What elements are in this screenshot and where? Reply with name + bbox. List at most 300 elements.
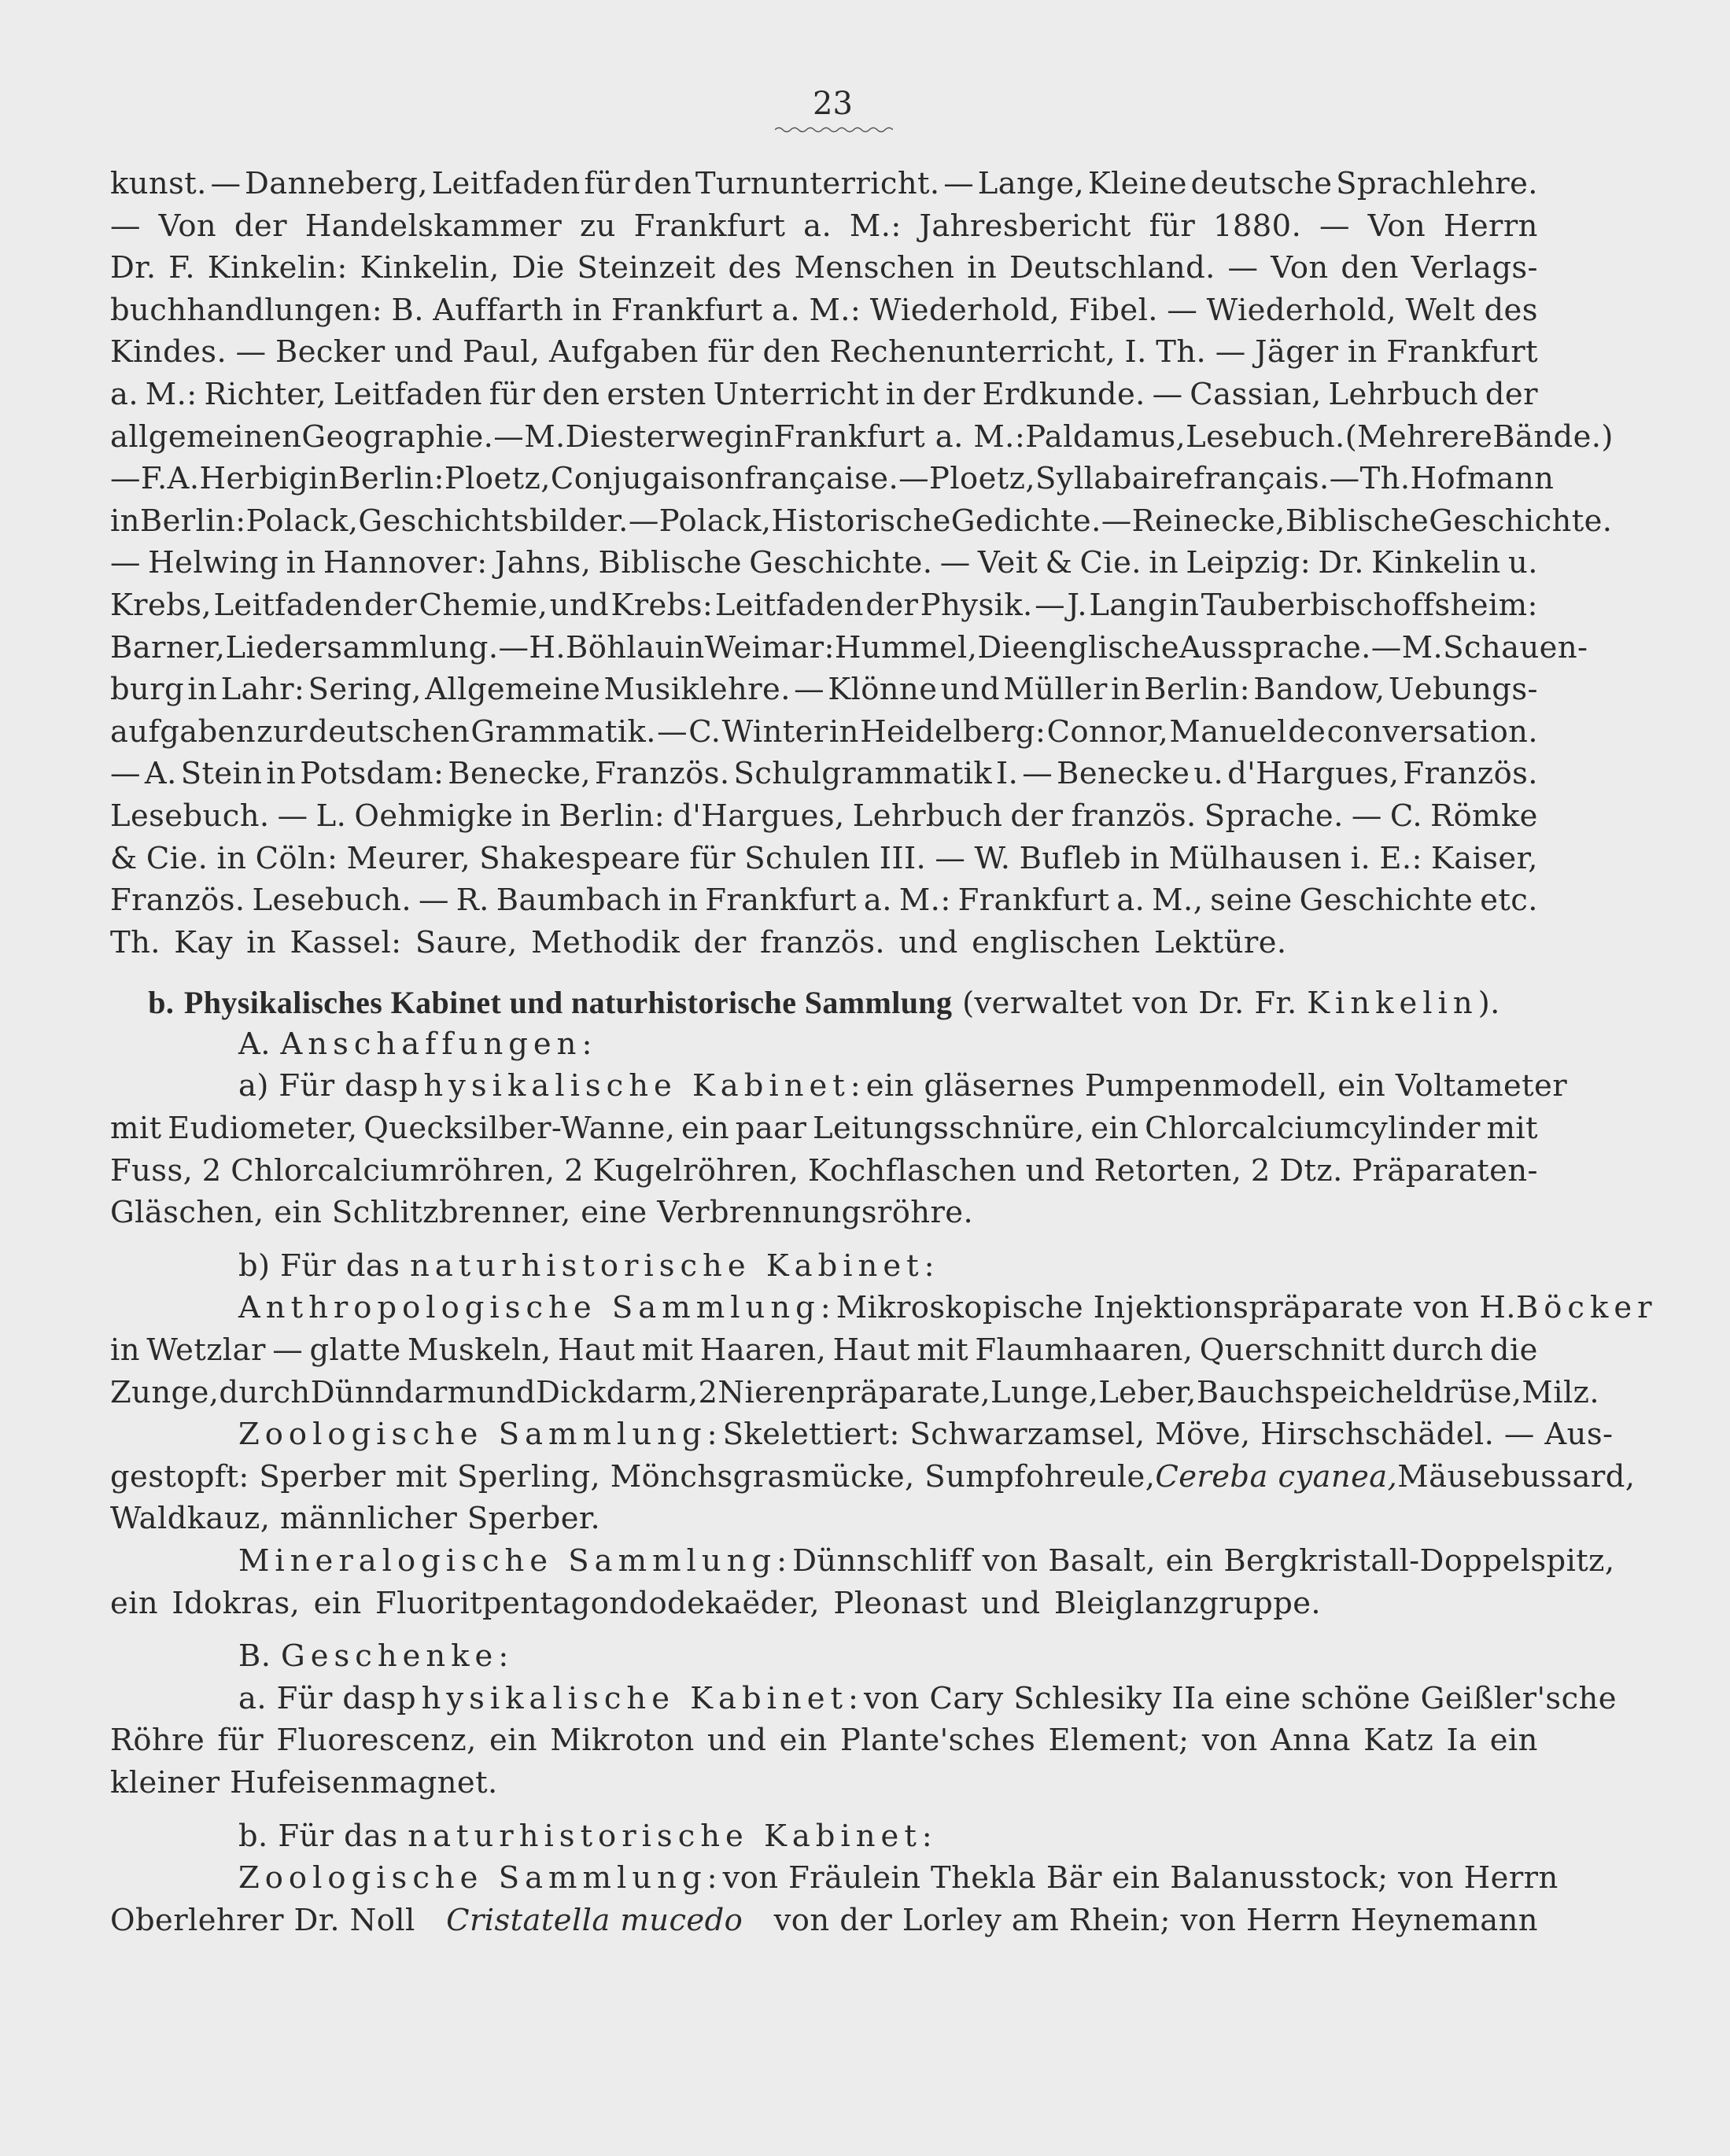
word: für — [689, 840, 736, 876]
word: Fluorescenz, — [276, 1723, 477, 1759]
word: Manuel — [1169, 713, 1287, 750]
word: des — [1484, 292, 1538, 328]
word: u. — [1508, 545, 1538, 581]
word: allgemeinen — [110, 418, 302, 455]
word: Fuss, — [110, 1152, 194, 1189]
item-spaced-title: naturhistorische Kabinet: — [410, 1248, 940, 1284]
word: den — [1341, 250, 1399, 286]
word: I. — [996, 756, 1019, 792]
word: Helwing — [148, 545, 279, 581]
item-spaced-title: physikalische Kabinet: — [398, 1068, 866, 1104]
word: Ia — [1446, 1723, 1477, 1759]
word: — — [943, 166, 975, 201]
word: für — [489, 376, 536, 412]
word: und — [981, 1585, 1041, 1621]
word: — — [277, 798, 308, 834]
word: Französ. — [1403, 756, 1538, 792]
word: F. — [140, 461, 168, 497]
word: Flaumhaaren, — [975, 1332, 1193, 1369]
word: conversation. — [1326, 713, 1538, 750]
word: & — [1045, 545, 1073, 581]
word: kunst. — [110, 166, 207, 201]
word: Rechenunterricht, — [829, 334, 1116, 370]
word: — — [493, 418, 525, 455]
word: in — [246, 924, 277, 960]
word: Dünndarm — [310, 1374, 477, 1410]
section-b-heading — [110, 984, 1538, 1026]
word: der — [693, 924, 747, 960]
zoo-text: Skelettiert: Schwarzamsel, Möve, Hirschschädel. — Aus- — [722, 1417, 1614, 1453]
word: Kay — [174, 924, 233, 960]
word: L. — [315, 798, 347, 834]
word: Polack, — [245, 503, 359, 539]
word: Mülhausen — [1168, 840, 1342, 876]
word: Kindes. — [110, 334, 227, 370]
word: Conjugaison — [550, 461, 745, 497]
item-label: a. Für das — [238, 1680, 397, 1716]
word: — — [1152, 376, 1183, 412]
zoo-a-line3 — [110, 1501, 1538, 1543]
word: Bufleb — [1019, 840, 1122, 876]
species-name: Cereba cyanea, — [1155, 1458, 1398, 1494]
anthro-line1 — [110, 1290, 1658, 1332]
word: — — [235, 334, 267, 370]
word: — — [1351, 798, 1382, 834]
word: deutsche — [1190, 166, 1333, 201]
word: Haut — [832, 1332, 911, 1369]
part-a-item-a-line3 — [110, 1153, 1538, 1196]
word: Berlin: — [338, 461, 444, 497]
word: Mikroton — [550, 1723, 695, 1759]
part-a-heading — [110, 1026, 1538, 1069]
word: in — [668, 883, 699, 919]
word: M., — [1152, 883, 1204, 919]
part-b-prefix: B. — [238, 1638, 271, 1675]
word: Kinkelin — [1371, 545, 1501, 581]
word: Polack, — [658, 503, 772, 539]
item-text: von Cary Schlesiky IIa eine schöne Geißler'sche — [863, 1680, 1617, 1716]
word: Uebungs- — [1388, 672, 1538, 708]
word: Berlin: — [559, 798, 666, 834]
word: Potsdam: — [300, 756, 444, 792]
word: Handelskammer — [304, 208, 563, 244]
word: Leipzig: — [1186, 545, 1311, 581]
word: Lesebuch. — [252, 883, 411, 919]
item-spaced-title: physikalische Kabinet: — [396, 1680, 864, 1716]
item-text: kleiner Hufeisenmagnet. — [110, 1764, 498, 1800]
item-spaced-title: naturhistorische Kabinet: — [408, 1818, 938, 1854]
word: E.: — [1379, 840, 1422, 876]
word: A. — [167, 461, 200, 497]
word: 2 — [564, 1152, 584, 1189]
word: Heidelberg: — [860, 713, 1046, 750]
zoo-title: Zoologische Sammlung: — [238, 1417, 723, 1453]
anthro-title: Anthropologische Sammlung: — [238, 1290, 836, 1326]
intro-line — [110, 925, 1538, 967]
intro-line — [110, 629, 1588, 673]
word: Die — [977, 629, 1031, 665]
word: Musiklehre. — [603, 672, 791, 708]
part-a-item-a-line1 — [110, 1068, 1568, 1111]
word: den — [633, 166, 692, 201]
word: Kochflaschen — [807, 1152, 1017, 1189]
word: Syllabaire — [1035, 461, 1193, 497]
word: Auffarth — [433, 292, 564, 328]
word: Von — [158, 208, 217, 244]
anthro-text: Mikroskopische Injektionspräparate von H. — [835, 1290, 1516, 1326]
word: und — [898, 924, 958, 960]
word: Wiederhold, — [869, 292, 1061, 328]
word: a. — [772, 292, 801, 328]
word: Lesebuch. — [110, 798, 270, 834]
word: Leitfaden — [213, 587, 363, 623]
word: in — [743, 418, 774, 455]
zoo-text: von Fräulein Thekla Bär ein Balanusstock; von Herrn — [722, 1860, 1558, 1896]
word: Methodik — [531, 924, 681, 960]
word: Katz — [1363, 1723, 1434, 1759]
word: Liedersammlung. — [225, 629, 499, 665]
section-note-close: ). — [1477, 986, 1500, 1022]
word: Becker — [275, 334, 385, 370]
word: Krebs, — [110, 587, 212, 623]
word: & — [110, 840, 138, 876]
word: in — [216, 840, 247, 876]
word: und — [394, 334, 454, 370]
word: Kinkelin: — [207, 250, 348, 286]
word: B. — [391, 292, 424, 328]
word: — — [794, 672, 825, 708]
word: Zunge, — [110, 1374, 219, 1410]
zoo-text: von der Lorley am Rhein; von Herrn Heynemann — [773, 1902, 1538, 1938]
word: — — [110, 461, 141, 497]
word: Jäger — [1255, 334, 1339, 370]
word: Berlin: — [139, 503, 246, 539]
intro-line — [110, 377, 1538, 419]
section-note: (verwaltet von Dr. Fr. — [962, 986, 1297, 1022]
word: Bauchspeicheldrüse, — [1196, 1374, 1522, 1410]
word: Sprachlehre. — [1336, 166, 1538, 201]
word: für — [217, 1723, 264, 1759]
item-label: a) Für das — [238, 1068, 399, 1104]
intro-line — [110, 588, 1538, 630]
word: — — [1167, 292, 1198, 328]
word: 2 — [1250, 1152, 1271, 1189]
item-label: b) Für das — [238, 1248, 400, 1284]
word: in — [1149, 545, 1179, 581]
word: Baumbach — [496, 883, 662, 919]
word: — — [1035, 587, 1066, 623]
word: und — [549, 587, 610, 623]
word: Geographie. — [301, 418, 494, 455]
part-b-item-a-line2 — [110, 1723, 1538, 1765]
word: Geschichte — [1299, 883, 1474, 919]
word: der — [234, 208, 287, 244]
part-b-title: Geschenke: — [280, 1638, 515, 1675]
word: Quecksilber-Wanne, — [363, 1111, 676, 1147]
word: Römke — [1430, 798, 1538, 834]
word: Lehrbuch — [852, 798, 1003, 834]
anthro-line3 — [110, 1374, 1599, 1417]
word: Aufgaben — [549, 334, 699, 370]
word: Französ. — [595, 756, 730, 792]
word: Wiederhold, — [1206, 292, 1397, 328]
word: ein — [313, 1585, 362, 1621]
word: Paldamus, — [1025, 418, 1186, 455]
word: Weimar: — [704, 629, 835, 665]
word: für — [584, 166, 631, 201]
intro-line — [110, 461, 1555, 503]
intro-line — [110, 334, 1538, 377]
word: Jahns, — [494, 545, 592, 581]
word: für — [1149, 208, 1196, 244]
word: Leber, — [1098, 1374, 1197, 1410]
word: Schulen — [744, 840, 871, 876]
word: in — [521, 798, 551, 834]
intro-line — [110, 714, 1538, 757]
intro-paragraph — [110, 166, 1614, 967]
word: ein — [1489, 1723, 1538, 1759]
word: Haut — [558, 1332, 636, 1369]
word: Cie. — [146, 840, 208, 876]
word: — — [628, 503, 659, 539]
word: Geschichte. — [749, 545, 933, 581]
word: Ploetz, — [444, 461, 551, 497]
word: Veit — [977, 545, 1038, 581]
word: der — [1485, 376, 1538, 412]
word: die — [1489, 1332, 1538, 1369]
intro-line — [110, 798, 1538, 841]
word: III. — [879, 840, 927, 876]
mineral-line2 — [110, 1586, 1538, 1628]
intro-line — [110, 503, 1613, 546]
part-a-item-a-line2 — [110, 1111, 1538, 1153]
spacer — [110, 1237, 1538, 1248]
intro-line — [110, 545, 1538, 588]
word: Haaren, — [699, 1332, 827, 1369]
word: Leitfaden — [431, 166, 581, 201]
word: Hummel, — [834, 629, 978, 665]
word: aufgaben — [110, 713, 256, 750]
word: Lehrbuch — [1328, 376, 1479, 412]
word: Sprache. — [1204, 798, 1344, 834]
word: Kleine — [1087, 166, 1187, 201]
word: Benecke — [1057, 756, 1190, 792]
word: Muskeln, — [407, 1332, 551, 1369]
word: Böhlau — [566, 629, 675, 665]
word: Chemie, — [419, 587, 548, 623]
word: in — [1130, 840, 1160, 876]
spacer — [110, 1808, 1538, 1819]
mineral-title: Mineralogische Sammlung: — [238, 1543, 793, 1579]
part-b-item-a-line1 — [110, 1680, 1617, 1723]
word: Aussprache. — [1179, 629, 1371, 665]
word: Welt — [1405, 292, 1476, 328]
intro-line — [110, 883, 1538, 925]
word: Richter, — [204, 376, 326, 412]
word: Biblische — [1285, 503, 1429, 539]
word: — — [1329, 461, 1360, 497]
word: W. — [974, 840, 1011, 876]
word: — — [110, 545, 141, 581]
word: den — [542, 376, 600, 412]
word: Th. — [110, 924, 160, 960]
word: C. — [1389, 798, 1422, 834]
word: englische — [1030, 629, 1179, 665]
word: in — [308, 461, 339, 497]
intro-line — [110, 250, 1538, 293]
word: Hannover: — [323, 545, 488, 581]
word: mit — [1486, 1111, 1538, 1147]
word: Sering, — [308, 672, 422, 708]
word: in — [110, 503, 140, 539]
word: Wetzlar — [146, 1332, 266, 1369]
word: Unterricht — [713, 376, 880, 412]
word: a. — [1116, 883, 1145, 919]
word: Diesterweg — [565, 418, 744, 455]
word: Krebs: — [610, 587, 714, 623]
word: ein — [1090, 1111, 1139, 1147]
word: durch — [219, 1374, 311, 1410]
word: — — [1319, 208, 1350, 244]
word: — — [939, 545, 971, 581]
word: Leitungsschnüre, — [813, 1111, 1085, 1147]
word: 2 — [698, 1374, 718, 1410]
word: und — [940, 672, 1001, 708]
word: seine — [1210, 883, 1293, 919]
zoo-text: Waldkauz, männlicher Sperber. — [110, 1501, 601, 1537]
word: Element; — [1048, 1723, 1190, 1759]
word: Idokras, — [172, 1585, 301, 1621]
word: Herbig — [199, 461, 309, 497]
word: Frankfurt — [1386, 334, 1538, 370]
word: — — [1370, 629, 1402, 665]
word: Ploetz, — [929, 461, 1036, 497]
word: Shakespeare — [479, 840, 681, 876]
word: Bandow, — [1253, 672, 1385, 708]
word: Klönne — [828, 672, 938, 708]
word: in — [572, 292, 603, 328]
word: Frankfurt — [705, 883, 857, 919]
word: ein — [489, 1723, 538, 1759]
word: Kassel: — [290, 924, 402, 960]
word: Röhre — [110, 1723, 205, 1759]
word: Oehmigke — [354, 798, 514, 834]
word: in — [674, 629, 705, 665]
word: Menschen — [794, 250, 955, 286]
word: des — [728, 250, 782, 286]
word: und — [1025, 1152, 1086, 1189]
word: und — [476, 1374, 537, 1410]
word: Frankfurt — [610, 292, 763, 328]
word: Fibel. — [1068, 292, 1158, 328]
word: F. — [168, 250, 196, 286]
zoo-a-line2 — [110, 1458, 1636, 1502]
word: in — [1111, 672, 1142, 708]
word: Französ. — [110, 883, 245, 919]
word: J. — [1067, 587, 1087, 623]
part-b-item-b — [110, 1819, 1538, 1861]
word: Barner, — [110, 629, 226, 665]
part-a-item-a-line4 — [110, 1195, 1538, 1237]
word: Anna — [1270, 1723, 1351, 1759]
word: Präparaten- — [1352, 1152, 1538, 1189]
word: für — [707, 334, 754, 370]
word: in — [187, 672, 218, 708]
intro-line — [110, 208, 1538, 251]
intro-line — [110, 418, 1614, 462]
part-b-heading — [110, 1638, 1538, 1681]
word: a. — [803, 208, 832, 244]
anthro-line2 — [110, 1332, 1538, 1375]
word: Meurer, — [346, 840, 470, 876]
word: ein — [681, 1111, 730, 1147]
word: deutschen — [308, 713, 470, 750]
page-number: 23 — [813, 86, 853, 122]
word: Chlorcalciumröhren, — [231, 1152, 555, 1189]
word: Historische — [771, 503, 951, 539]
word: H. — [529, 629, 566, 665]
word: a. — [863, 883, 892, 919]
intro-line — [110, 166, 1538, 208]
word: Frankfurt — [633, 208, 786, 244]
section-title: Physikalisches Kabinet und naturhistorische Sammlung — [183, 985, 953, 1021]
zoo-text: Mäusebussard, — [1397, 1458, 1636, 1494]
word: Biblische — [598, 545, 742, 581]
word: — — [272, 1332, 304, 1369]
word: Physik. — [920, 587, 1033, 623]
word: — — [210, 166, 242, 201]
word: — — [898, 461, 930, 497]
part-a-title: Anschaffungen: — [280, 1026, 598, 1062]
section-marker: b. — [148, 985, 175, 1021]
word: Turnunterricht. — [695, 166, 940, 201]
word: Th. — [1156, 334, 1207, 370]
word: Grammatik. — [470, 713, 656, 750]
word: französ. — [759, 924, 886, 960]
word: in — [110, 1332, 140, 1369]
word: Geschichtsbilder. — [358, 503, 629, 539]
word: — — [418, 883, 449, 919]
word: Gedichte. — [950, 503, 1101, 539]
word: Bleiglanzgruppe. — [1053, 1585, 1322, 1621]
word: englischen — [972, 924, 1141, 960]
word: — — [1101, 503, 1132, 539]
word: I. — [1124, 334, 1147, 370]
word: zu — [579, 208, 616, 244]
mineral-line1 — [110, 1543, 1615, 1586]
word: — — [657, 713, 688, 750]
word: — — [935, 840, 966, 876]
word: burg — [110, 672, 185, 708]
part-a-item-b — [110, 1248, 1538, 1291]
word: — — [110, 756, 141, 792]
word: M.: — [849, 208, 902, 244]
word: Dtz. — [1279, 1152, 1343, 1189]
word: Lahr: — [220, 672, 305, 708]
word: Winter — [721, 713, 828, 750]
word: A. — [144, 756, 177, 792]
word: Von — [1271, 250, 1329, 286]
word: Herrn — [1443, 208, 1538, 244]
word: a. — [110, 376, 138, 412]
zoo-text: gestopft: Sperber mit Sperling, Mönchsgrasmücke, Sumpfohreule, — [110, 1458, 1156, 1494]
part-a-prefix: A. — [238, 1026, 271, 1062]
word: Lunge, — [990, 1374, 1099, 1410]
word: Retorten, — [1094, 1152, 1242, 1189]
word: ersten — [607, 376, 706, 412]
word: — — [1215, 334, 1246, 370]
spacer — [110, 967, 1538, 984]
